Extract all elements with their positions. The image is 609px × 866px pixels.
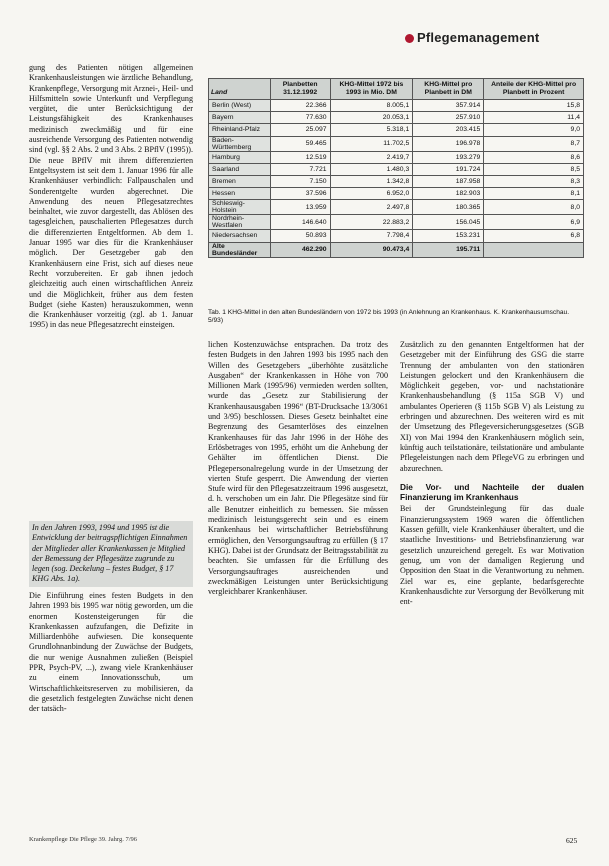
table-total-row bbox=[209, 242, 584, 257]
table-cell: Berlin (West) bbox=[209, 100, 271, 112]
table-row bbox=[209, 163, 584, 175]
table-row bbox=[209, 230, 584, 242]
table-row bbox=[209, 136, 584, 151]
column-3-text-continued: Bei der Grundsteinlegung für das duale Finanzierungssystem 1969 waren die öffentlichen Kassen gefüllt, viele Krankenhäuser überaltert, und die staatliche Investitions- und Betriebsfinanzierung war gesetzlich unzureichend geregelt. Es war Motivation genug, um von der damaligen Regierung und Opposition den Staat in die Verantwortung zu nehmen. Ziel war es, eine geplante, bedarfsgerechte Krankenhausdichte zur Versorgung der Bevölkerung mit ent- bbox=[400, 504, 584, 607]
table-cell: 77.630 bbox=[270, 112, 330, 124]
page-footer: Krankenpflege Die Pflege 39. Jahrg. 7/96 bbox=[29, 836, 138, 843]
table-cell: Niedersachsen bbox=[209, 230, 271, 242]
table-cell: 193.279 bbox=[413, 151, 484, 163]
table-row bbox=[209, 175, 584, 187]
table-cell: 8,3 bbox=[484, 175, 584, 187]
table-caption: Tab. 1 KHG-Mittel in den alten Bundesländern von 1972 bis 1993 (in Anlehnung an Krankenhaus. K. Krankenhausumschau. 5/93) bbox=[208, 309, 570, 324]
column-1-text: gung des Patienten nötigen allgemeinen Krankenhausleistungen wie ärztliche Behandlung, Krankenpflege, Versorgung mit Arznei-, Heil- und Hilfsmitteln sowie Unterkunft und Verpflegung vergütet, die unter Berücksichtigung der Leistungsfähigkeit des Krankenhauses medizinisch zweckmäßig und für eine ausreichende Versorgung des Patienten notwendig sind (vgl. §§ 2 Abs. 2 und 3 Abs. 2 BPflV (1995)). Die neue BPflV mit ihrem differenzierten Entgeltsystem ist seit dem 1. Januar 1996 für alle Krankenhäuser verbindlich: Fallpauschalen und Sonderentgelte wurden abgerechnet. Die Anwendung des neuen Pflegesatzrechtes beinhaltet, wie zuvor dargestellt, das Ablösen des tagesgleichen, pauschalierten Pflegesatzes durch die differenzierten Entgeltformen. Ab dem 1. Januar 1995 war dies für die Krankenhäuser möglich. Der Gesetzgeber gab den Krankenhäusern eine Frist, sich auf dieses neue Recht vorzubereiten. Er gab ihnen jedoch gleichzeitig auch einen wirtschaftlichen Anreiz und die Möglichkeit, früher aus dem festen Budget (siehe Kasten) herauszukommen, wenn die Krankenhäuser vorzeitig (zgl. ab 1. Januar 1995) in das neue Pflegesatzrecht einsteigen. bbox=[29, 63, 193, 330]
table-cell: Bremen bbox=[209, 175, 271, 187]
table-cell: 12.519 bbox=[270, 151, 330, 163]
table-header: KHG-Mittel pro Planbett in DM bbox=[413, 79, 484, 100]
table-cell: 15,8 bbox=[484, 100, 584, 112]
table-header: Land bbox=[209, 79, 271, 100]
table-cell: 6,9 bbox=[484, 215, 584, 230]
section-title: Pflegemanagement bbox=[417, 30, 540, 45]
table-cell: 59.465 bbox=[270, 136, 330, 151]
column-2: lichen Kostenzuwächse entsprachen. Da trotz des festen Budgets in den Jahren 1993 bis 1995 nach den Willen des Gesetzgebers „überhöhte zusätzliche Ausgaben“ der Krankenkassen in Höhe von 700 Millionen Mark (1995/96) vermieden werden sollten, wurde das „Gesetz zur Stabilisierung der Krankenhausausgaben 1996“ (BT-Drucksache 13/3061 und 3/95) beschlossen. Dieses Gesetz beinhaltet eine Begrenzung des Gesamterlöses des einzelnen Krankenhauses für das Jahr 1996 in der Höhe des Erlösbetrages von 1995, erhöht um die Anhebung der Gehälter im öffentlichen Dienst. Die Pflegepersonalregelung wurde in der Umsetzung der vierten Stufe gesperrt. Die Anwendung der vierten Stufe wird für den Pflegesatzzeitraum 1996 ausgesetzt, d. h. verschoben um ein Jahr. Die Pflegesätze sind für alle Benutzer einheitlich zu bemessen. Sie müssen medizinisch leistungsgerecht sein und es einem Krankenhaus bei wirtschaftlicher Betriebsführung ermöglichen, den Versorgungsauftrag zu erfüllen (§ 17 KHG). Dabei ist der Grundsatz der Beitragsstabilität zu beachten. Sie umfassen für die Erfüllung des Versorgungsauftrages ausreichenden und zweckmäßigen Leistungen unter Berücksichtigung vergleichbarer Krankenhäuser. bbox=[208, 340, 388, 597]
table-row bbox=[209, 215, 584, 230]
table-cell: 1.480,3 bbox=[330, 163, 413, 175]
table-cell: Nordrhein-Westfalen bbox=[209, 215, 271, 230]
table-cell: 8,5 bbox=[484, 163, 584, 175]
table-cell: 8,1 bbox=[484, 188, 584, 200]
table-header-row bbox=[209, 79, 584, 100]
table-cell: 156.045 bbox=[413, 215, 484, 230]
table-cell: 357.914 bbox=[413, 100, 484, 112]
table-cell: 187.958 bbox=[413, 175, 484, 187]
table-cell: Baden-Württemberg bbox=[209, 136, 271, 151]
table-cell: 191.724 bbox=[413, 163, 484, 175]
table-cell: 25.097 bbox=[270, 124, 330, 136]
table-cell: 22.883,2 bbox=[330, 215, 413, 230]
table-cell: 195.711 bbox=[413, 242, 484, 257]
table-row bbox=[209, 124, 584, 136]
table-cell: 6,8 bbox=[484, 230, 584, 242]
column-3 bbox=[400, 340, 584, 607]
table-cell: 146.640 bbox=[270, 215, 330, 230]
table-row bbox=[209, 151, 584, 163]
table-header: Planbetten 31.12.1992 bbox=[270, 79, 330, 100]
table-header: Anteile der KHG-Mittel pro Planbett in Prozent bbox=[484, 79, 584, 100]
table-row bbox=[209, 100, 584, 112]
table-row bbox=[209, 112, 584, 124]
table-cell: 7.721 bbox=[270, 163, 330, 175]
table-cell: 8,0 bbox=[484, 200, 584, 215]
table-cell: Schleswig-Holstein bbox=[209, 200, 271, 215]
table-cell: 8,7 bbox=[484, 136, 584, 151]
table-cell: 1.342,8 bbox=[330, 175, 413, 187]
table-cell: Hessen bbox=[209, 188, 271, 200]
table-cell: 8.005,1 bbox=[330, 100, 413, 112]
table-cell: 11,4 bbox=[484, 112, 584, 124]
table-cell: 153.231 bbox=[413, 230, 484, 242]
table-row bbox=[209, 200, 584, 215]
table-cell bbox=[484, 242, 584, 257]
table-cell: 5.318,1 bbox=[330, 124, 413, 136]
subheading: Die Vor- und Nachteile der dualen Finanzierung im Krankenhaus bbox=[400, 481, 584, 503]
table-cell: Alte Bundesländer bbox=[209, 242, 271, 257]
table-cell: 2.497,8 bbox=[330, 200, 413, 215]
table-cell: 20.053,1 bbox=[330, 112, 413, 124]
table-cell: 7.798,4 bbox=[330, 230, 413, 242]
table-row bbox=[209, 188, 584, 200]
table-cell: 22.366 bbox=[270, 100, 330, 112]
table-cell: 182.903 bbox=[413, 188, 484, 200]
table-cell: 7.150 bbox=[270, 175, 330, 187]
info-box: In den Jahren 1993, 1994 und 1995 ist die Entwicklung der beitragspflichtigen Einnahmen der Mitglieder aller Krankenkassen je Mitglied der Bemessung der Pflegesätze zugrunde zu legen (sog. Deckelung – festes Budget, § 17 KHG Abs. 1a). bbox=[29, 521, 193, 587]
table-cell: 6.952,0 bbox=[330, 188, 413, 200]
table-cell: Bayern bbox=[209, 112, 271, 124]
table-cell: 50.893 bbox=[270, 230, 330, 242]
table-header: KHG-Mittel 1972 bis 1993 in Mio. DM bbox=[330, 79, 413, 100]
column-3-text: Zusätzlich zu den genannten Entgeltformen hat der Gesetzgeber mit der Einführung des GSG die starre Trennung der ambulanten von den stationären Leistungen gelockert und den Krankenhäusern die Möglichkeit gegeben, vor- und nachstationäre Krankenhausbehandlung (§ 115a SGB V) und ambulantes Operieren (§ 115b SGB V) als Leistung zu erbringen und abzurechnen. Des weiteren wird es mit der Umsetzung des Pflegeversicherungsgesetzes (SGB XI) von Mai 1994 den Krankenhäusern möglich sein, künftig auch teilstationäre, teilstationäre und ambulante Pflegeleistungen nach dem PflegeVG zu erbringen und abzurechnen. bbox=[400, 340, 584, 473]
table-cell: 11.702,5 bbox=[330, 136, 413, 151]
table-cell: 462.290 bbox=[270, 242, 330, 257]
data-table bbox=[208, 78, 584, 258]
table-cell: 90.473,4 bbox=[330, 242, 413, 257]
bullet-icon bbox=[405, 34, 414, 43]
column-1-continued: Die Einführung eines festen Budgets in den Jahren 1993 bis 1995 war nötig geworden, um die enormen Kostensteigerungen für die Krankenkassen aufzufangen, die Defizite in Milliardenhöhe aufwiesen. Die konsequente Grundlohnanbindung der Zuwächse der Budgets, die nur wenige Ausnahmen zuließen (Beispiel PPR, Psych-PV, ...), zwang viele Krankenhäuser zu einem Innovationsschub, um Wirtschaftlichkeitsreserven zu mobilisieren, da die gesetzlich festgelegten Zuwächse nicht denen der tatsäch- bbox=[29, 591, 193, 714]
table-cell: 196.978 bbox=[413, 136, 484, 151]
table-cell: Hamburg bbox=[209, 151, 271, 163]
page-number: 625 bbox=[566, 836, 578, 845]
table-cell: 257.910 bbox=[413, 112, 484, 124]
section-header bbox=[405, 30, 539, 45]
table-cell: 9,0 bbox=[484, 124, 584, 136]
table-cell: 13.959 bbox=[270, 200, 330, 215]
table-cell: 2.419,7 bbox=[330, 151, 413, 163]
table-cell: 203.415 bbox=[413, 124, 484, 136]
table-cell: Saarland bbox=[209, 163, 271, 175]
table-cell: 8,6 bbox=[484, 151, 584, 163]
table-cell: 180.365 bbox=[413, 200, 484, 215]
table-cell: 37.596 bbox=[270, 188, 330, 200]
table-cell: Rheinland-Pfalz bbox=[209, 124, 271, 136]
column-1 bbox=[29, 63, 193, 332]
